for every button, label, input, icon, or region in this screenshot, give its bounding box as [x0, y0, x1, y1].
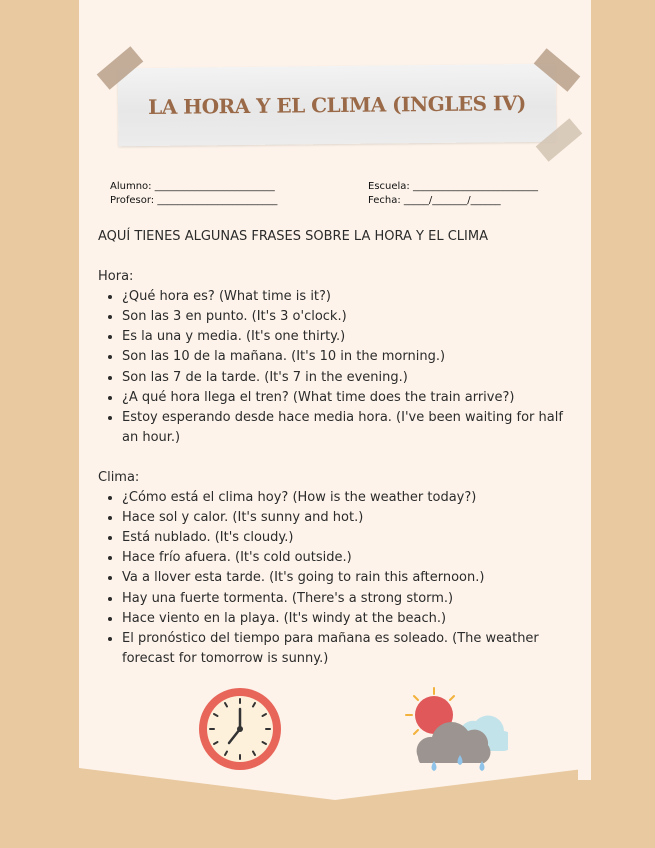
profesor-field: Profesor: ________________________	[110, 195, 278, 206]
alumno-field: Alumno: ________________________	[110, 181, 275, 192]
weather-icon	[404, 685, 508, 777]
escuela-field: Escuela: _________________________	[368, 181, 538, 192]
page-title: LA HORA Y EL CLIMA (INGLES IV)	[148, 91, 526, 119]
list-item: • Son las 7 de la tarde. (It's 7 in the evening.)	[122, 368, 568, 388]
list-item: • Estoy esperando desde hace media hora. (I've been waiting for half an hour.)	[122, 408, 568, 448]
paper-edge	[578, 10, 591, 780]
hora-heading: Hora:	[98, 269, 134, 285]
list-item: • Es la una y media. (It's one thirty.)	[122, 327, 568, 347]
list-item: • Son las 3 en punto. (It's 3 o'clock.)	[122, 307, 568, 327]
list-item: • Hace viento en la playa. (It's windy at the beach.)	[122, 609, 568, 629]
list-item: • Son las 10 de la mañana. (It's 10 in the morning.)	[122, 347, 568, 367]
list-item: • Hace frío afuera. (It's cold outside.)	[122, 548, 568, 568]
phrases-content	[98, 227, 568, 669]
list-item: • El pronóstico del tiempo para mañana es soleado. (The weather forecast for tomorrow is sunny.)	[122, 629, 568, 669]
list-item: • Hace sol y calor. (It's sunny and hot.)	[122, 508, 568, 528]
clima-heading: Clima:	[98, 469, 140, 485]
hora-list	[98, 287, 568, 448]
list-item: • ¿Qué hora es? (What time is it?)	[122, 287, 568, 307]
school-info	[368, 180, 538, 208]
title-banner	[118, 64, 557, 147]
list-item: • ¿A qué hora llega el tren? (What time does the train arrive?)	[122, 388, 568, 408]
list-item: • Está nublado. (It's cloudy.)	[122, 528, 568, 548]
list-item: • Hay una fuerte tormenta. (There's a strong storm.)	[122, 589, 568, 609]
student-info	[110, 180, 277, 208]
fecha-field: Fecha: _____/_______/______	[368, 195, 501, 206]
clock-icon	[198, 687, 282, 771]
intro-text: AQUÍ TIENES ALGUNAS FRASES SOBRE LA HORA Y EL CLIMA	[98, 229, 488, 244]
list-item: • ¿Cómo está el clima hoy? (How is the weather today?)	[122, 488, 568, 508]
clima-list	[98, 488, 568, 669]
list-item: • Va a llover esta tarde. (It's going to rain this afternoon.)	[122, 568, 568, 588]
